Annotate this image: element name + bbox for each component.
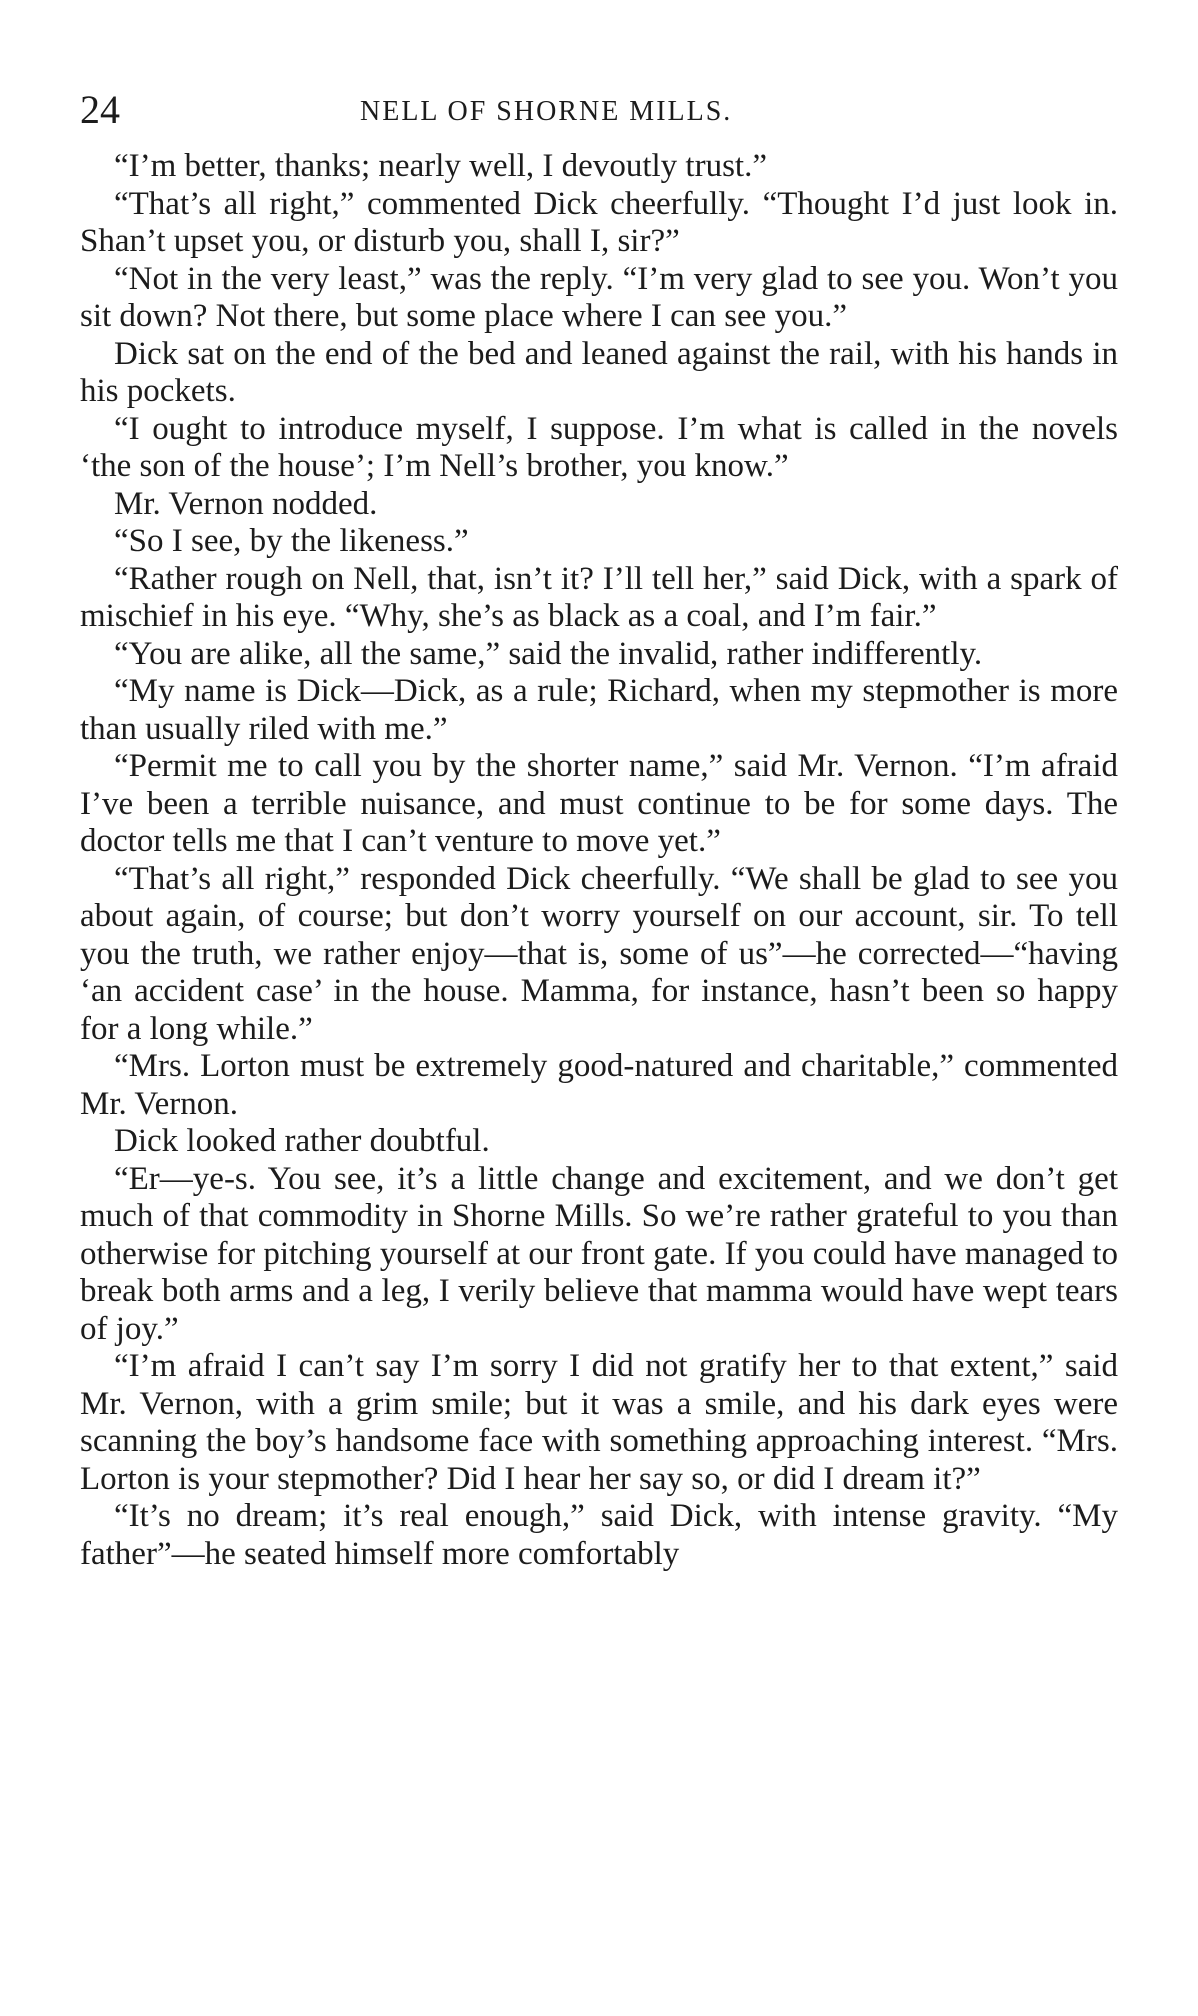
page-header [80, 86, 1130, 138]
paragraph: “So I see, by the likeness.” [114, 523, 469, 559]
paragraph: “Rather rough on Nell, that, isn’t it? I’ll tell her,” said Dick, with a spark of mischief in his eye. “Why, she’s as black as a coal, and I’m fair.” [80, 560, 1118, 634]
paragraph: “Mrs. Lorton must be extremely good-natured and charitable,” commented Mr. Vernon. [80, 1048, 1118, 1122]
paragraph: “I’m afraid I can’t say I’m sorry I did not gratify her to that extent,” said Mr. Vernon, with a grim smile; but it was a smile, and his dark eyes were scanning the boy’s handsome face with something approaching interest. “Mrs. Lorton is your stepmother? Did I hear her say so, or did I dream it?” [80, 1348, 1118, 1497]
paragraph: “My name is Dick—Dick, as a rule; Richard, when my stepmother is more than usually riled with me.” [80, 673, 1118, 747]
paragraph: Mr. Vernon nodded. [114, 485, 378, 522]
paragraph: “Er—ye-s. You see, it’s a little change and excitement, and we don’t get much of that commodity in Shorne Mills. So we’re rather grateful to you than otherwise for pitching yourself at our front gate. If you could have managed to break both arms and a leg, I verily believe that mamma would have wept tears of joy.” [80, 1160, 1118, 1347]
body-text [80, 148, 1118, 1573]
paragraph: “It’s no dream; it’s real enough,” said Dick, with intense gravity. “My father”—he seated himself more comfortably [80, 1498, 1118, 1572]
paragraph: “I’m better, thanks; nearly well, I devoutly trust.” [114, 148, 767, 184]
page-number: 24 [80, 87, 120, 132]
paragraph: “You are alike, all the same,” said the invalid, rather indifferently. [114, 635, 983, 672]
paragraph: “That’s all right,” commented Dick cheerfully. “Thought I’d just look in. Shan’t upset you, or disturb you, shall I, sir?” [80, 185, 1118, 259]
paragraph: Dick sat on the end of the bed and leaned against the rail, with his hands in his pockets. [80, 335, 1118, 409]
paragraph: “That’s all right,” responded Dick cheerfully. “We shall be glad to see you about again, of course; but don’t worry yourself on our account, sir. To tell you the truth, we rather enjoy—that is, some of us”—he corrected—“having ‘an accident case’ in the house. Mamma, for instance, hasn’t been so happy for a long while.” [80, 860, 1118, 1047]
paragraph: “Not in the very least,” was the reply. “I’m very glad to see you. Won’t you sit down? Not there, but some place where I can see you.” [80, 260, 1118, 334]
paragraph: “I ought to introduce myself, I suppose. I’m what is called in the novels ‘the son of the house’; I’m Nell’s brother, you know.” [80, 410, 1118, 484]
paragraph: “Permit me to call you by the shorter name,” said Mr. Vernon. “I’m afraid I’ve been a terrible nuisance, and must continue to be for some days. The doctor tells me that I can’t venture to move yet.” [80, 748, 1118, 859]
running-head: NELL OF SHORNE MILLS. [360, 96, 733, 127]
paragraph: Dick looked rather doubtful. [114, 1123, 490, 1159]
